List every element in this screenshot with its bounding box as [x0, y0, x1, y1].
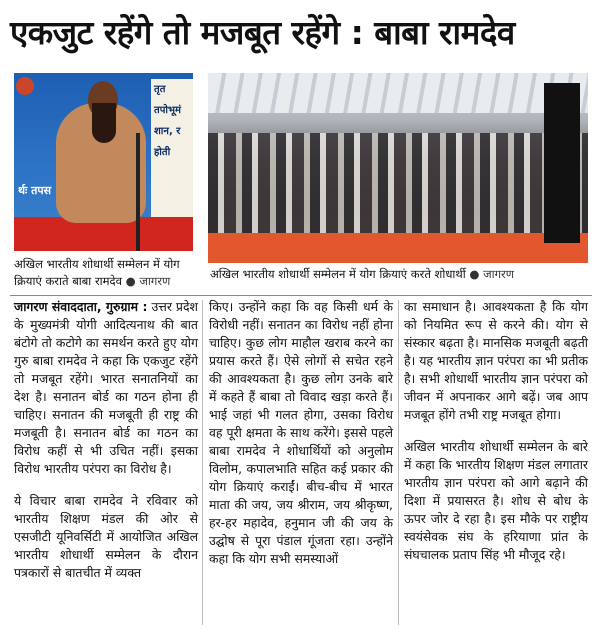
caption-source: ● जागरण [125, 274, 171, 288]
article-paragraph [14, 298, 198, 478]
speaker-stack [544, 83, 580, 243]
banner-line: तपोभूमं [154, 105, 181, 116]
microphone-stand [136, 133, 140, 251]
article-paragraph: अखिल भारतीय शोधार्थी सम्मेलन के बारे में कहा कि भारतीय शिक्षण मंडल लगातार भारतीय ज्ञान परंपरा को आगे बढ़ाने की दिशा में प्रयासरत है। शोध से बोध के ऊपर जोर दे रहा है। इस मौके पर राष्ट्रीय स्वयंसेवक संघ के हरियाणा प्रांत के संघचालक प्रताप सिंह भी मौजूद रहे। [404, 439, 588, 562]
article-paragraph: ये विचार बाबा रामदेव ने रविवार को भारतीय शिक्षण मंडल की ओर से एसजीटी यूनिवर्सिटी में आयोजित अखिल भारतीय शोधार्थी सम्मेलन के दौरान पत्रकारों से बातचीत में व्यक्त [14, 493, 198, 580]
banner-side-text: र्थः तपस [18, 184, 52, 197]
orange-carpet [208, 233, 588, 263]
article-paragraph: किए। उन्होंने कहा कि वह किसी धर्म के विरोधी नहीं। सनातन का विरोध नहीं होना चाहिए। कुछ लोग माहौल खराब करने का प्रयास करते हैं। ऐसे लोगों से सचेत रहने की आवश्यकता है। कुछ लोग उनके बारे में कहते हैं बाबा तो विवाद खड़ा करते हैं। भाई जहां भी गलत होगा, उसका विरोध वह पूरी क्षमता के साथ करेंगे। इससे पहले बाबा रामदेव ने शोधार्थियों को अनुलोम विलोम, कपालभाति सहित कई प्रकार की योग क्रियाएं कराईं। बीच-बीच में भारत माता की जय, जय श्रीराम, जय श्रीकृष्ण, हर-हर महादेव, हनुमान जी की जय के उद्घोष से पूरा पंडाल गूंजता रहा। उन्होंने कहा कि योग सभी समस्याओं [209, 299, 393, 566]
column-divider [398, 300, 399, 625]
stage-banner [151, 79, 193, 229]
dateline: जागरण संवाददाता, गुरुग्राम : [14, 299, 148, 314]
participant-rows [208, 133, 588, 233]
caption-text: अखिल भारतीय शोधार्थी सम्मेलन में योग क्रियाएं कराते बाबा रामदेव [14, 257, 180, 288]
caption-text: अखिल भारतीय शोधार्थी सम्मेलन में योग क्रियाएं करते शोधार्थी [210, 267, 466, 281]
photo1-caption [14, 256, 198, 290]
paragraph-text: उत्तर प्रदेश के मुख्यमंत्री योगी आदित्यनाथ की बात बंटोगे तो कटोगे का समर्थन करते हुए योग गुरु बाबा रामदेव ने कहा कि एकजुट रहेंगे तो मजबूत रहेंगे। भारत सनातनियों का देश है। सनातन बोर्ड का गठन होना ही चाहिए। सनातन की मजबूती ही राष्ट्र की मजबूती है। सनातन बोर्ड का गठन का विरोध कहीं से भी उचित नहीं। इसका विरोध भारतीय परंपरा का विरोध है। [14, 299, 198, 476]
article-column-3 [404, 298, 588, 564]
banner-line: तृत [154, 84, 166, 95]
tent-roof [208, 73, 588, 113]
banner-line: शान, र [154, 126, 181, 137]
article-paragraph: का समाधान है। आवश्यकता है कि योग को नियमित रूप से करने की। योग से संस्कार बढ़ता है। मानसिक मजबूती बढ़ती है। यह भारतीय ज्ञान परंपरा का भी प्रतीक है। सभी शोधार्थी भारतीय ज्ञान परंपरा को जीवन में अपनाकर आगे बढ़ें। जब आप मजबूत होंगे तभी राष्ट्र मजबूत होगा। [404, 299, 588, 422]
photo2-caption [210, 266, 590, 283]
divider [10, 295, 592, 296]
article-column-1 [14, 298, 198, 582]
photo-participants [208, 73, 588, 263]
photo-baba-ramdev [14, 73, 193, 251]
banner-line: होती [154, 147, 171, 158]
caption-source: ● जागरण [469, 267, 515, 281]
figure-beard [92, 103, 116, 143]
headline: एकजुट रहेंगे तो मजबूत रहेंगे : बाबा रामदेव [10, 13, 515, 52]
column-divider [202, 300, 203, 625]
logo-emblem [16, 77, 34, 95]
article-column-2 [209, 298, 393, 568]
